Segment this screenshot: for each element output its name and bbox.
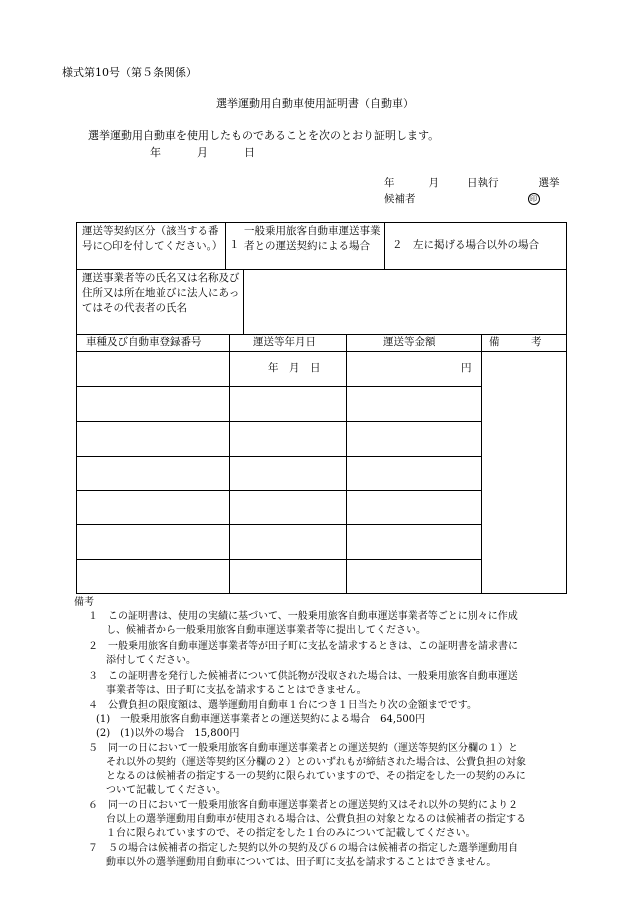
note-line: ５ 同一の日において一般乗用旅客自動車運送事業者との運送契約（運送等契約区分欄の１）と [88, 743, 518, 754]
seal-icon: 印 [528, 193, 540, 205]
certification-statement: 選挙運動用自動車を使用したものであることを次のとおり証明します。 [88, 129, 440, 142]
election-year-label: 年 [384, 177, 395, 189]
operator-label: 運送事業者等の氏名又は名称及び住所又は所在地並びに法人にあってはその代表者の氏名 [82, 272, 240, 314]
note-line: １ この証明書は、使用の実績に基づいて、一般乗用旅客自動車運送事業者等ごとに別々に作成 [88, 611, 518, 622]
note-line: ６ 同一の日において一般乗用旅客自動車運送事業者との運送契約又はそれ以外の契約により２ [88, 800, 518, 811]
note-line: (1) 一般乗用旅客自動車運送事業者との運送契約による場合 64,500円 [96, 714, 426, 725]
note-line: となるのは候補者の指定する一の契約に限られていますので、その指定をした一の契約のみに [106, 771, 526, 782]
note-line: 動車以外の選挙運動用自動車については、田子町に支払を請求することはできません。 [106, 857, 497, 868]
row1-date-unit: 年 月 日 [268, 362, 321, 374]
note-line: し、候補者から一般乗用旅客自動車運送事業者等に提出してください。 [106, 625, 426, 636]
row1-amount-unit: 円 [461, 362, 472, 374]
note-line: ３ この証明書を発行した候補者について供託物が没収された場合は、一般乗用旅客自動車運送 [88, 671, 518, 682]
issue-date [150, 144, 255, 160]
election-month-label: 月 [428, 177, 439, 189]
note-line: ついて記載してください。 [106, 785, 226, 796]
contract-type-label: 運送等契約区分（該当する番号に○印を付してください。） [82, 225, 223, 252]
candidate-line [384, 191, 540, 206]
notes-heading: 備考 [74, 597, 94, 608]
document-title: 選挙運動用自動車使用証明書（自動車） [216, 97, 414, 110]
note-line: ４ 公費負担の限度額は、選挙運動用自動車１台につき１日当たり次の金額までです。 [88, 700, 477, 711]
option1-number: １ [229, 239, 240, 251]
option2-text: ２ 左に掲げる場合以外の場合 [392, 239, 539, 251]
option1-text: 一般乗用旅客自動車運送事業者との運送契約による場合 [244, 225, 381, 252]
election-label: 選挙 [538, 177, 560, 189]
election-day-label: 日執行 [467, 177, 499, 189]
col-header-vehicle: 車種及び自動車登録番号 [86, 336, 202, 348]
note-line: 事業者等は、田子町に支払を請求することはできません。 [106, 685, 367, 696]
form-number: 様式第10号（第５条関係） [62, 66, 197, 79]
note-line: それ以外の契約（運送等契約区分欄の２）とのいずれもが締結された場合は、公費負担の対象 [106, 757, 526, 768]
note-line: 台以上の選挙運動用自動車が使用される場合は、公費負担の対象となるのは候補者の指定する [106, 814, 526, 825]
operator-field[interactable] [250, 271, 560, 331]
note-line: 添付してください。 [106, 655, 196, 666]
note-line: ７ ５の場合は候補者の指定した契約以外の契約及び６の場合は候補者の指定した選挙運動用自 [88, 843, 518, 854]
note-line: (2) (1)以外の場合 15,800円 [96, 728, 240, 739]
candidate-label: 候補者 [384, 193, 416, 205]
col-header-date: 運送等年月日 [253, 336, 316, 348]
date-month-label: 月 [197, 146, 208, 159]
col-header-remarks: 備 考 [489, 336, 542, 348]
date-day-label: 日 [244, 146, 255, 159]
note-line: ２ 一般乗用旅客自動車運送事業者等が田子町に支払を請求するときは、この証明書を請求書に [88, 641, 518, 652]
col-header-amount: 運送等金額 [383, 336, 436, 348]
date-year-label: 年 [150, 146, 161, 159]
note-line: １台に限られていますので、その指定をした１台のみについて記載してください。 [106, 828, 476, 839]
election-date-line [384, 175, 560, 190]
